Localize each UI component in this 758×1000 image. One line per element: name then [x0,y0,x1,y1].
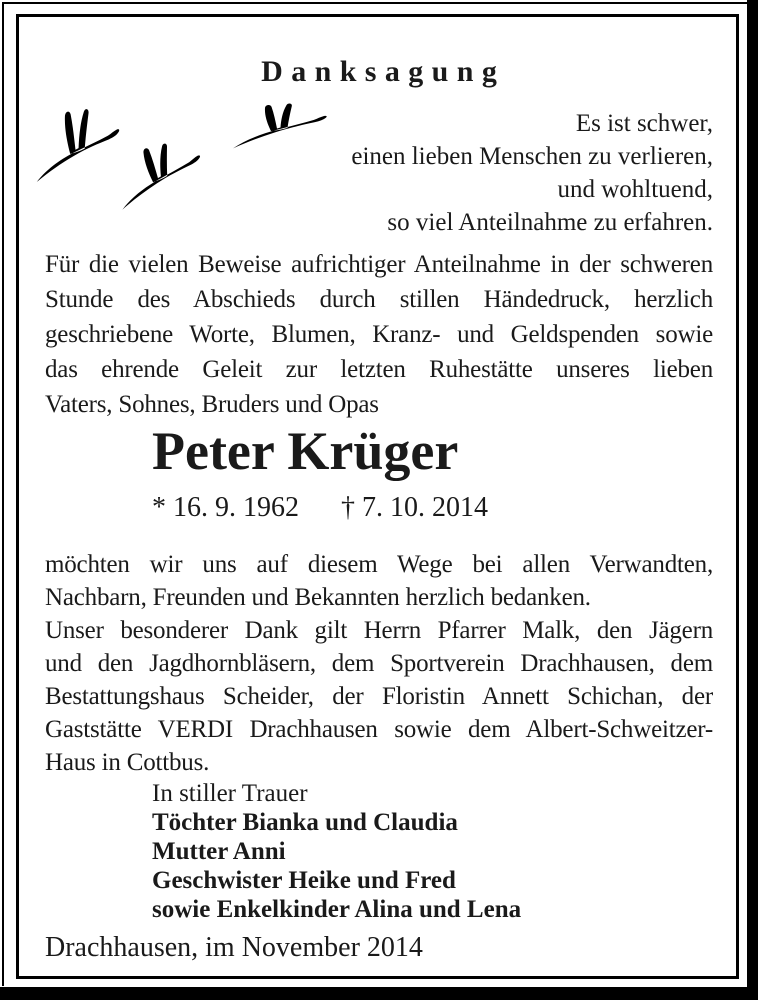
intro-verse [45,107,713,239]
mourner-line: Mutter Anni [152,838,286,865]
death-date: † 7. 10. 2014 [341,492,488,523]
clipping-edge-bottom [0,987,758,1000]
mourners-list [152,808,713,924]
paragraph-line: Stunde des Abschieds durch stillen Händedruck, herzlich [45,286,713,313]
paragraph-line: Nachbarn, Freunden und Bekannten herzlich bedanken. [45,584,591,611]
verse-line: Es ist schwer, [575,110,713,137]
closing-block [152,779,713,924]
birth-date: * 16. 9. 1962 [152,492,299,523]
notice-title: Danksagung [261,55,506,88]
closing-lead: In stiller Trauer [152,780,308,807]
paragraph-line: Haus in Cottbus. [45,749,210,776]
paragraph-line: möchten wir uns auf diesem Wege bei allen Verwandten, [45,551,713,578]
paragraph-line: Unser besonderer Dank gilt Herrn Pfarrer Malk, den Jägern [45,617,713,644]
notice-frame [16,14,739,979]
paragraph-line: geschriebene Worte, Blumen, Kranz- und Geldspenden sowie [45,321,713,348]
life-dates [152,492,713,524]
place-date: Drachhausen, im November 2014 [45,932,423,963]
thanks-paragraph [45,247,713,422]
paragraph-line: Bestattungshaus Scheider, der Floristin Annett Schichan, der [45,683,713,710]
deceased-name: Peter Krüger [152,421,459,481]
mourner-line: sowie Enkelkinder Alina und Lena [152,896,522,923]
mourner-line: Geschwister Heike und Fred [152,867,456,894]
paragraph-line: Für die vielen Beweise aufrichtiger Anteilnahme in der schweren [45,251,713,278]
gratitude-paragraph [45,548,713,779]
clipping-edge-top [2,2,747,4]
verse-line: so viel Anteilnahme zu erfahren. [387,209,713,236]
clipping-edge-right [747,0,758,1000]
paragraph-line: Gaststätte VERDI Drachhausen sowie dem Albert-Schweitzer- [45,716,713,743]
paragraph-line: Vaters, Sohnes, Bruders und Opas [45,391,379,418]
paragraph-line: das ehrende Geleit zur letzten Ruhestätte unseres lieben [45,356,713,383]
clipping-edge-left [2,2,4,986]
mourner-line: Töchter Bianka und Claudia [152,809,458,836]
verse-line: einen lieben Menschen zu verlieren, [351,143,713,170]
verse-line: und wohltuend, [557,176,713,203]
paragraph-line: und den Jagdhornbläsern, dem Sportverein Drachhausen, dem [45,650,713,677]
